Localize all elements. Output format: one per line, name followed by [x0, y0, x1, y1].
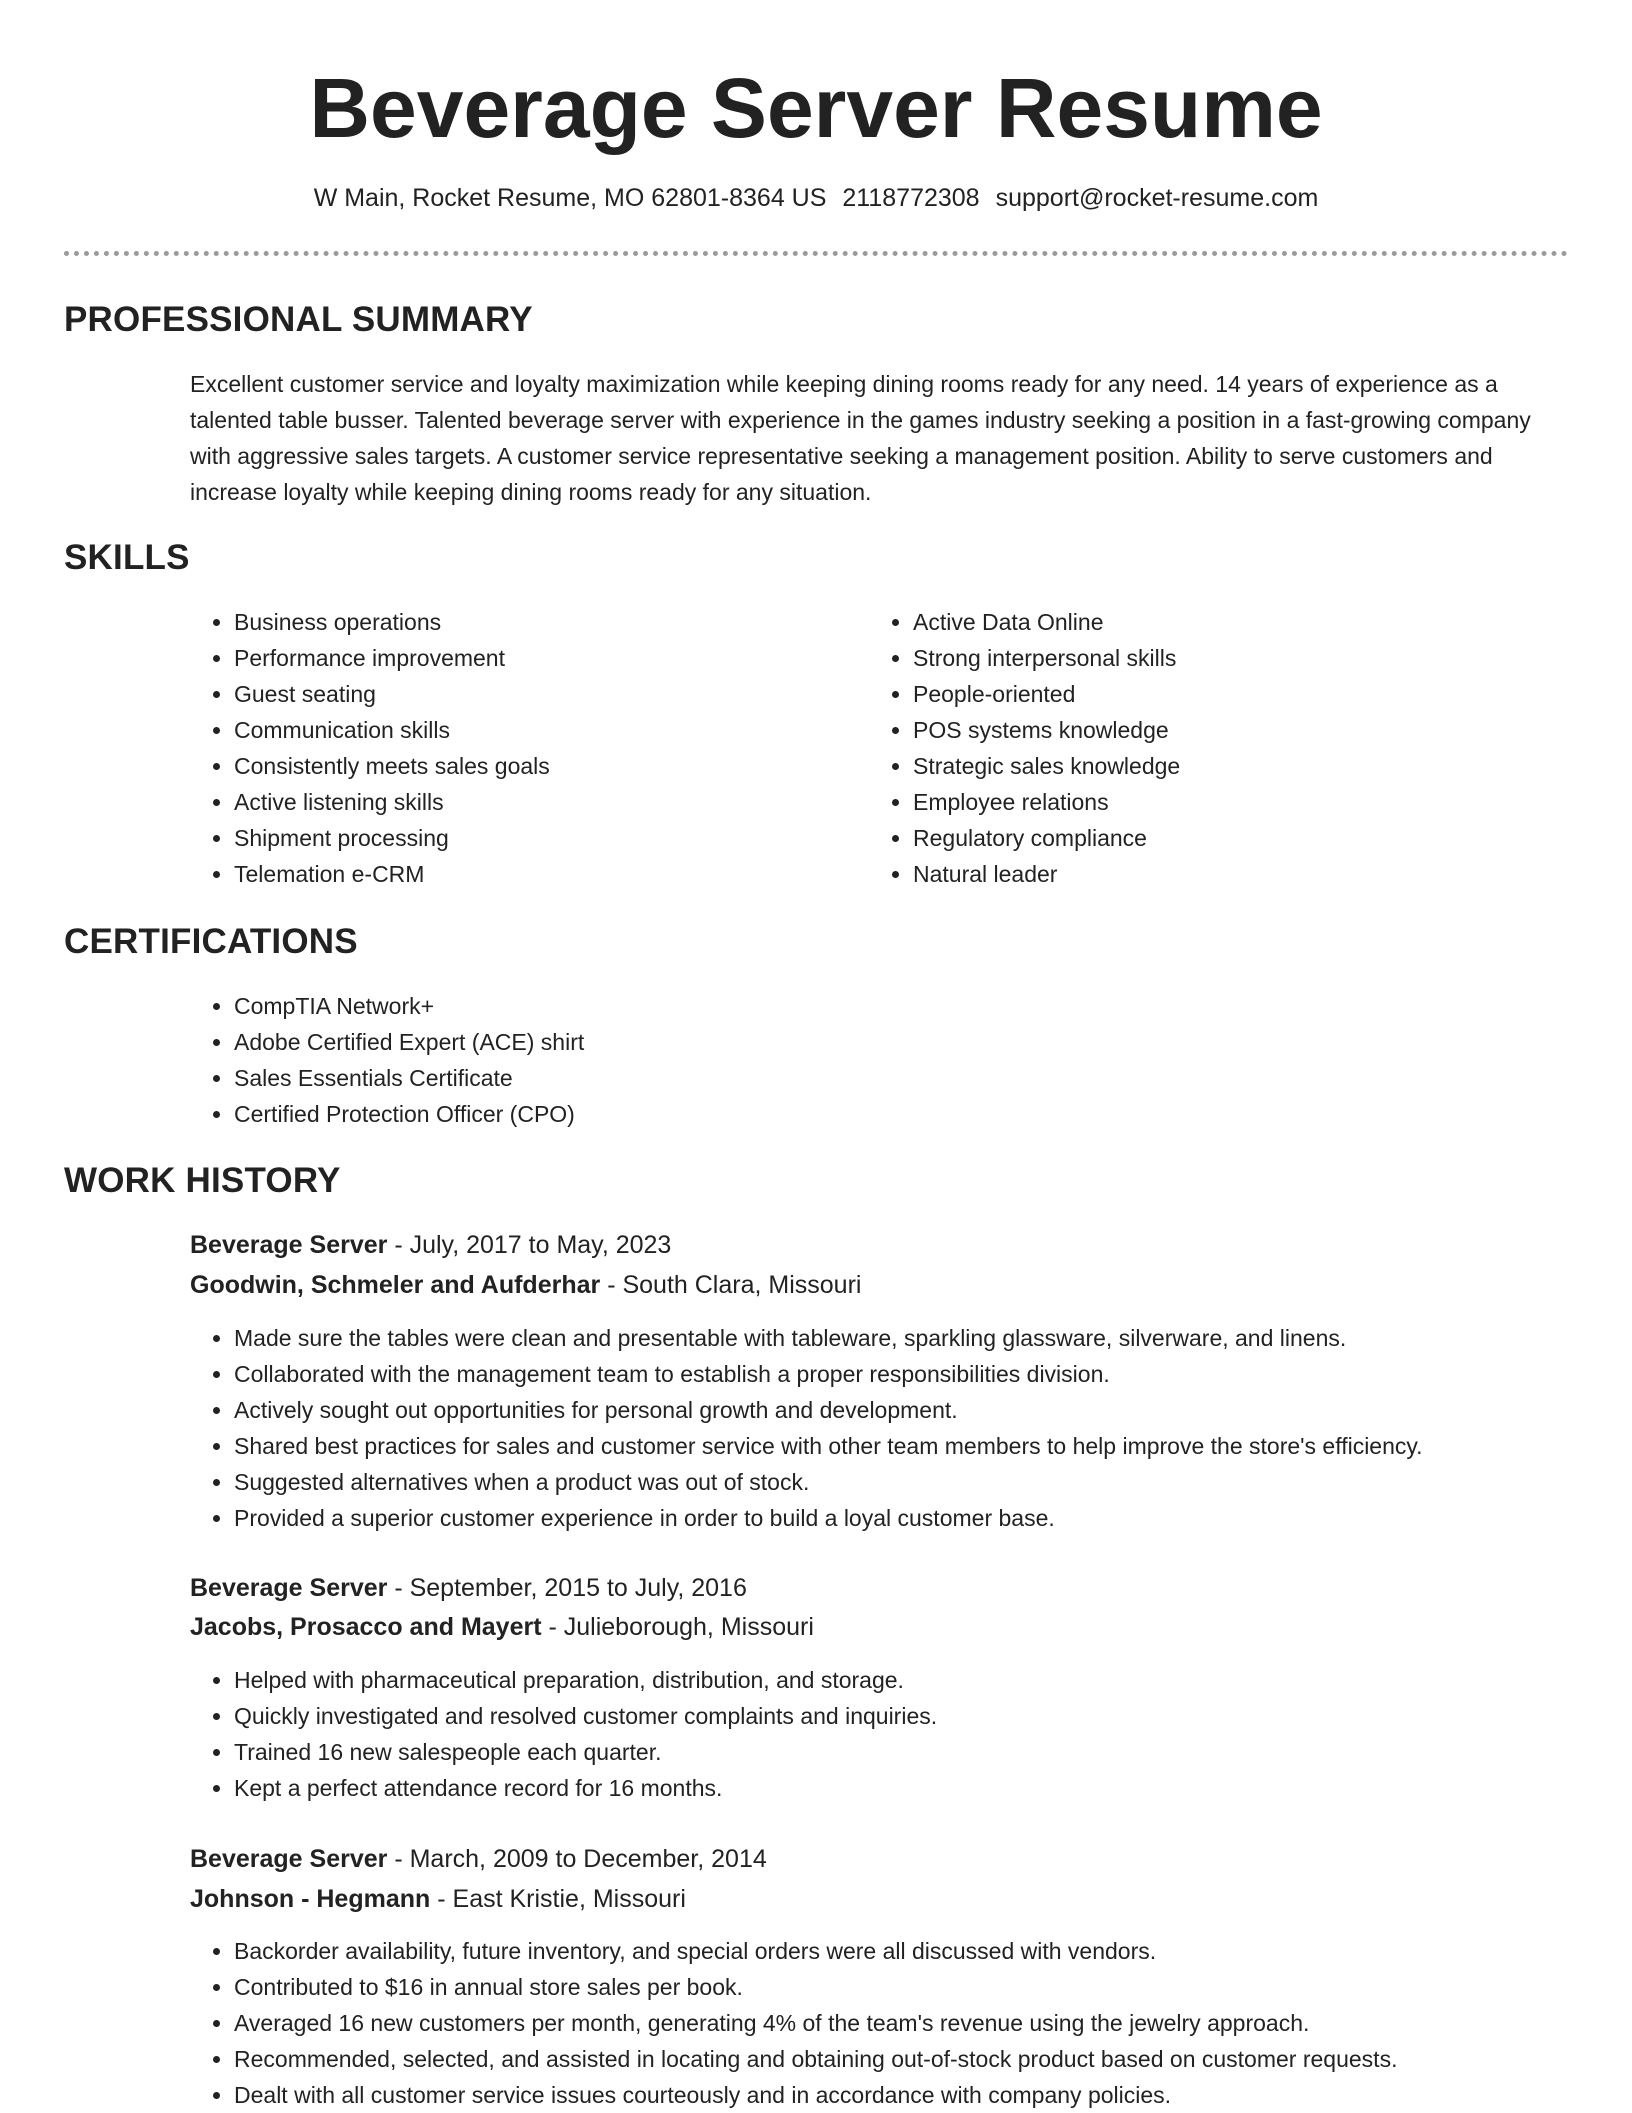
job-location: - South Clara, Missouri — [600, 1271, 862, 1299]
skill-item: • Active listening skills — [234, 784, 854, 820]
job-bullet: • Averaged 16 new customers per month, generating 4% of the team's revenue using the jewelry approach. — [234, 2005, 1632, 2041]
job-location: - East Kristie, Missouri — [430, 1885, 686, 1913]
job-title: Beverage Server — [190, 1845, 388, 1873]
contact-phone: 2118772308 — [842, 184, 980, 212]
job-bullet: • Contributed to $16 in annual store sales per book. — [234, 1969, 1632, 2005]
skill-item: • Strong interpersonal skills — [913, 640, 1533, 676]
job-bullet: • Provided a superior customer experience in order to build a loyal customer base. — [234, 1500, 1632, 1536]
job-dates: - March, 2009 to December, 2014 — [387, 1845, 767, 1873]
skill-item: • Regulatory compliance — [913, 820, 1533, 856]
resume-title: Beverage Server Resume — [309, 61, 1323, 155]
summary-text: Excellent customer service and loyalty maximization while keeping dining rooms ready for any need. 14 years of experience as a talented table busser. Talented beverage server with experience in the games industry seeking a position in a fast-growing company with aggressive sales targets. A customer service representative seeking a management position. Ability to serve customers and increase loyalty while keeping dining rooms ready for any situation. — [190, 371, 1531, 505]
skill-item: • Telemation e-CRM — [234, 856, 854, 892]
skill-item: • Employee relations — [913, 784, 1533, 820]
job-bullet: • Made sure the tables were clean and presentable with tableware, sparkling glassware, silverware, and linens. — [234, 1320, 1632, 1356]
certification-item: • Sales Essentials Certificate — [234, 1060, 1534, 1096]
job-title: Beverage Server — [190, 1574, 388, 1602]
job-title-line — [190, 1226, 671, 1264]
job-company-line — [190, 1880, 686, 1918]
skill-item: • Active Data Online — [913, 604, 1533, 640]
job-bullet: • Quickly investigated and resolved customer complaints and inquiries. — [234, 1698, 1632, 1734]
job-title-line — [190, 1569, 747, 1607]
job-bullet: • Backorder availability, future inventory, and special orders were all discussed with vendors. — [234, 1933, 1632, 1969]
job-bullets — [190, 1662, 1632, 1806]
certification-item: • Adobe Certified Expert (ACE) shirt — [234, 1024, 1534, 1060]
job-title-line — [190, 1840, 767, 1878]
job-dates: - September, 2015 to July, 2016 — [387, 1574, 747, 1602]
certification-item: • Certified Protection Officer (CPO) — [234, 1096, 1534, 1132]
skills-list-left — [190, 604, 854, 892]
job-bullet: • Collaborated with the management team to establish a proper responsibilities division. — [234, 1356, 1632, 1392]
skill-item: • Strategic sales knowledge — [913, 748, 1533, 784]
job-bullet: • Actively sought out opportunities for personal growth and development. — [234, 1392, 1632, 1428]
job-title: Beverage Server — [190, 1231, 388, 1259]
job-company-line — [190, 1266, 861, 1304]
skill-item: • Business operations — [234, 604, 854, 640]
certifications-heading: CERTIFICATIONS — [64, 922, 358, 961]
job-company: Jacobs, Prosacco and Mayert — [190, 1613, 542, 1641]
skill-item: • Consistently meets sales goals — [234, 748, 854, 784]
skill-item: • Natural leader — [913, 856, 1533, 892]
job-dates: - July, 2017 to May, 2023 — [387, 1231, 672, 1259]
job-bullet: • Recommended, selected, and assisted in locating and obtaining out-of-stock product based on customer requests. — [234, 2041, 1632, 2077]
contact-line — [0, 180, 1632, 216]
job-bullet: • Trained 16 new salespeople each quarter. — [234, 1734, 1632, 1770]
job-bullet: • Dealt with all customer service issues courteously and in accordance with company policies. — [234, 2077, 1632, 2113]
summary-heading: PROFESSIONAL SUMMARY — [64, 300, 533, 339]
skill-item: • Guest seating — [234, 676, 854, 712]
skill-item: • Communication skills — [234, 712, 854, 748]
contact-email: support@rocket-resume.com — [995, 184, 1319, 212]
certification-item: • CompTIA Network+ — [234, 988, 1534, 1024]
skills-list-right — [869, 604, 1533, 892]
job-company-line — [190, 1608, 814, 1646]
skill-item: • Shipment processing — [234, 820, 854, 856]
certifications-list — [190, 988, 1534, 1132]
job-bullet: • Helped with pharmaceutical preparation, distribution, and storage. — [234, 1662, 1632, 1698]
job-bullets — [190, 1933, 1632, 2113]
skill-item: • Performance improvement — [234, 640, 854, 676]
skill-item: • People-oriented — [913, 676, 1533, 712]
skill-item: • POS systems knowledge — [913, 712, 1533, 748]
job-location: - Julieborough, Missouri — [541, 1613, 814, 1641]
job-bullet: • Suggested alternatives when a product was out of stock. — [234, 1464, 1632, 1500]
header-divider — [64, 251, 1568, 256]
job-bullets — [190, 1320, 1632, 1536]
contact-address: W Main, Rocket Resume, MO 62801-8364 US — [313, 184, 827, 212]
job-bullet: • Shared best practices for sales and customer service with other team members to help improve the store's efficiency. — [234, 1428, 1632, 1464]
skills-heading: SKILLS — [64, 538, 190, 577]
work-history-heading: WORK HISTORY — [64, 1161, 341, 1200]
job-company: Goodwin, Schmeler and Aufderhar — [190, 1271, 601, 1299]
job-bullet: • Kept a perfect attendance record for 16 months. — [234, 1770, 1632, 1806]
job-company: Johnson - Hegmann — [190, 1885, 431, 1913]
